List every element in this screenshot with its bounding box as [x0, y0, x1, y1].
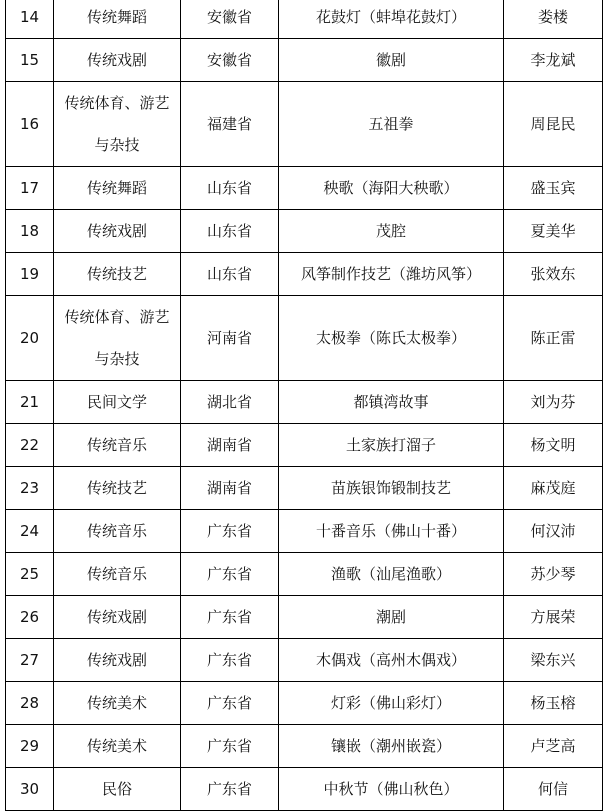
province-cell: 山东省	[181, 167, 279, 210]
table-row	[6, 82, 603, 167]
province-cell: 湖北省	[181, 381, 279, 424]
inheritor-cell: 麻茂庭	[504, 467, 603, 510]
inheritors-table	[5, 0, 603, 811]
row-number: 16	[6, 82, 54, 167]
inheritor-cell: 盛玉宾	[504, 167, 603, 210]
table-row	[6, 253, 603, 296]
category-cell: 传统戏剧	[54, 596, 181, 639]
row-number: 25	[6, 553, 54, 596]
row-number: 27	[6, 639, 54, 682]
table-row	[6, 639, 603, 682]
category-cell: 传统戏剧	[54, 39, 181, 82]
row-number: 29	[6, 725, 54, 768]
province-cell: 广东省	[181, 553, 279, 596]
row-number: 28	[6, 682, 54, 725]
table-row	[6, 596, 603, 639]
inheritor-cell: 苏少琴	[504, 553, 603, 596]
inheritor-cell: 周昆民	[504, 82, 603, 167]
row-number: 21	[6, 381, 54, 424]
category-cell: 传统音乐	[54, 424, 181, 467]
category-cell: 传统美术	[54, 725, 181, 768]
project-cell: 茂腔	[279, 210, 504, 253]
category-cell: 传统体育、游艺与杂技	[54, 296, 181, 381]
inheritor-cell: 张效东	[504, 253, 603, 296]
inheritor-cell: 杨玉榕	[504, 682, 603, 725]
project-cell: 土家族打溜子	[279, 424, 504, 467]
project-cell: 徽剧	[279, 39, 504, 82]
inheritor-cell: 何信	[504, 768, 603, 811]
category-cell: 传统舞蹈	[54, 0, 181, 39]
table-row	[6, 424, 603, 467]
inheritor-cell: 杨文明	[504, 424, 603, 467]
province-cell: 安徽省	[181, 39, 279, 82]
project-cell: 中秋节（佛山秋色）	[279, 768, 504, 811]
category-cell: 传统技艺	[54, 253, 181, 296]
inheritor-cell: 梁东兴	[504, 639, 603, 682]
inheritor-cell: 卢芝高	[504, 725, 603, 768]
row-number: 18	[6, 210, 54, 253]
province-cell: 河南省	[181, 296, 279, 381]
row-number: 17	[6, 167, 54, 210]
project-cell: 风筝制作技艺（潍坊风筝）	[279, 253, 504, 296]
category-cell: 传统音乐	[54, 510, 181, 553]
inheritor-cell: 李龙斌	[504, 39, 603, 82]
province-cell: 湖南省	[181, 424, 279, 467]
project-cell: 太极拳（陈氏太极拳）	[279, 296, 504, 381]
inheritor-cell: 刘为芬	[504, 381, 603, 424]
province-cell: 广东省	[181, 725, 279, 768]
category-cell: 传统舞蹈	[54, 167, 181, 210]
province-cell: 安徽省	[181, 0, 279, 39]
category-cell: 传统戏剧	[54, 639, 181, 682]
province-cell: 广东省	[181, 639, 279, 682]
table-row	[6, 167, 603, 210]
province-cell: 广东省	[181, 596, 279, 639]
row-number: 24	[6, 510, 54, 553]
project-cell: 潮剧	[279, 596, 504, 639]
row-number: 26	[6, 596, 54, 639]
row-number: 23	[6, 467, 54, 510]
table-row	[6, 553, 603, 596]
inheritor-cell: 娄楼	[504, 0, 603, 39]
project-cell: 五祖拳	[279, 82, 504, 167]
table-row	[6, 39, 603, 82]
category-cell: 民俗	[54, 768, 181, 811]
table-row	[6, 381, 603, 424]
project-cell: 渔歌（汕尾渔歌）	[279, 553, 504, 596]
project-cell: 灯彩（佛山彩灯）	[279, 682, 504, 725]
category-cell: 传统戏剧	[54, 210, 181, 253]
category-cell: 传统美术	[54, 682, 181, 725]
project-cell: 苗族银饰锻制技艺	[279, 467, 504, 510]
province-cell: 湖南省	[181, 467, 279, 510]
table-row	[6, 682, 603, 725]
province-cell: 山东省	[181, 210, 279, 253]
inheritor-cell: 何汉沛	[504, 510, 603, 553]
table-row	[6, 768, 603, 811]
province-cell: 福建省	[181, 82, 279, 167]
table-row	[6, 510, 603, 553]
province-cell: 广东省	[181, 510, 279, 553]
project-cell: 花鼓灯（蚌埠花鼓灯）	[279, 0, 504, 39]
project-cell: 镶嵌（潮州嵌瓷）	[279, 725, 504, 768]
project-cell: 十番音乐（佛山十番）	[279, 510, 504, 553]
category-cell: 传统体育、游艺与杂技	[54, 82, 181, 167]
table-row	[6, 210, 603, 253]
inheritor-cell: 陈正雷	[504, 296, 603, 381]
table-row	[6, 467, 603, 510]
province-cell: 广东省	[181, 682, 279, 725]
table-row	[6, 0, 603, 39]
row-number: 22	[6, 424, 54, 467]
project-cell: 都镇湾故事	[279, 381, 504, 424]
category-cell: 民间文学	[54, 381, 181, 424]
category-cell: 传统技艺	[54, 467, 181, 510]
row-number: 15	[6, 39, 54, 82]
row-number: 19	[6, 253, 54, 296]
project-cell: 秧歌（海阳大秧歌）	[279, 167, 504, 210]
province-cell: 广东省	[181, 768, 279, 811]
row-number: 14	[6, 0, 54, 39]
table-row	[6, 296, 603, 381]
inheritor-cell: 夏美华	[504, 210, 603, 253]
row-number: 30	[6, 768, 54, 811]
province-cell: 山东省	[181, 253, 279, 296]
category-cell: 传统音乐	[54, 553, 181, 596]
row-number: 20	[6, 296, 54, 381]
table-body	[6, 0, 603, 811]
table-row	[6, 725, 603, 768]
inheritor-cell: 方展荣	[504, 596, 603, 639]
project-cell: 木偶戏（高州木偶戏）	[279, 639, 504, 682]
